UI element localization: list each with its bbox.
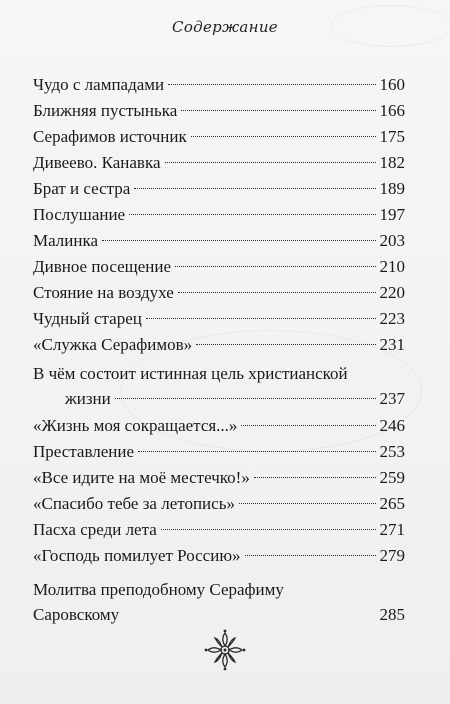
toc-entry-title: Молитва преподобному Серафиму — [33, 580, 284, 599]
toc-entry-title: Серафимов источник — [33, 127, 187, 146]
toc-entry-page: 182 — [379, 153, 405, 172]
toc-entry-title: Чудный старец — [33, 309, 142, 328]
dot-leader — [254, 477, 376, 478]
toc-entry[interactable] — [33, 228, 405, 254]
dot-leader — [165, 162, 376, 163]
toc-entry[interactable] — [33, 150, 405, 176]
toc-entry-page: 223 — [379, 309, 405, 328]
dot-leader — [196, 344, 375, 345]
dot-leader — [138, 451, 375, 452]
toc-entry-title: Ближняя пустынька — [33, 101, 178, 120]
toc-entry-title: Преставление — [33, 442, 135, 461]
toc-entry-title: Пасха среди лета — [33, 520, 157, 539]
toc-entry[interactable] — [33, 124, 405, 150]
toc-entry-prayer[interactable] — [33, 577, 405, 627]
dot-leader — [178, 292, 376, 293]
toc-entry-page: 220 — [379, 283, 405, 302]
toc-entry[interactable] — [33, 413, 405, 439]
dot-leader — [245, 555, 376, 556]
toc-entry[interactable] — [33, 439, 405, 465]
toc-entry[interactable] — [33, 306, 405, 332]
toc-entry-title: «Спасибо тебе за летопись» — [33, 494, 235, 513]
dot-leader — [239, 503, 376, 504]
toc-entry-page: 197 — [379, 205, 405, 224]
toc-entry-page: 279 — [379, 546, 405, 565]
dot-leader — [129, 214, 375, 215]
cross-ornament-icon — [203, 628, 247, 672]
toc-entry[interactable] — [33, 202, 405, 228]
toc-entry-title: «Служка Серафимов» — [33, 335, 193, 354]
toc-entry-page: 160 — [379, 75, 405, 94]
toc-entry-page: 265 — [379, 494, 405, 513]
section-gap — [33, 569, 405, 577]
toc-entry-title-continued: жизни — [65, 389, 111, 408]
toc-entry[interactable] — [33, 176, 405, 202]
toc-entry-page: 210 — [379, 257, 405, 276]
dot-leader — [115, 398, 376, 399]
toc-entry[interactable] — [33, 361, 405, 411]
toc-entry-title: Дивное посещение — [33, 257, 172, 276]
toc-entry-title: «Жизнь моя сокращается...» — [33, 416, 238, 435]
toc-entry-title: В чём состоит истинная цель христианской — [33, 364, 348, 383]
dot-leader — [175, 266, 375, 267]
toc-entry-title: Стояние на воздухе — [33, 283, 174, 302]
toc-entry[interactable] — [33, 465, 405, 491]
toc-entry[interactable] — [33, 254, 405, 280]
toc-entry[interactable] — [33, 332, 405, 358]
dot-leader — [146, 318, 376, 319]
toc-entry-page: 203 — [379, 231, 405, 250]
dot-leader — [102, 240, 375, 241]
toc-entry-title-continued: Саровскому — [33, 605, 120, 624]
toc-entry-page: 259 — [379, 468, 405, 487]
toc-entry[interactable] — [33, 72, 405, 98]
dot-leader — [134, 188, 375, 189]
dot-leader — [181, 110, 375, 111]
toc-entry-title: «Все идите на моё местечко!» — [33, 468, 250, 487]
toc-entry-title: Послушание — [33, 205, 126, 224]
dot-leader — [123, 614, 375, 615]
toc-entry-title: «Господь помилует Россию» — [33, 546, 241, 565]
page-title: Содержание — [172, 18, 278, 36]
dot-leader — [168, 84, 375, 85]
toc-entry-title: Малинка — [33, 231, 99, 250]
toc-entry-page: 237 — [379, 389, 405, 408]
toc-entry[interactable] — [33, 517, 405, 543]
toc-entry-page: 231 — [379, 335, 405, 354]
toc-entry-title: Дивеево. Канавка — [33, 153, 161, 172]
toc-entry[interactable] — [33, 280, 405, 306]
table-of-contents — [33, 72, 405, 627]
dot-leader — [161, 529, 376, 530]
dot-leader — [191, 136, 376, 137]
toc-entry-title: Брат и сестра — [33, 179, 131, 198]
toc-entry-page: 189 — [379, 179, 405, 198]
toc-entry-title: Чудо с лампадами — [33, 75, 165, 94]
toc-entry-page: 246 — [379, 416, 405, 435]
toc-entry[interactable] — [33, 491, 405, 517]
toc-entry-page: 166 — [379, 101, 405, 120]
dot-leader — [241, 425, 375, 426]
toc-entry-page: 175 — [379, 127, 405, 146]
toc-entry-page: 285 — [379, 605, 405, 624]
toc-entry-page: 271 — [379, 520, 405, 539]
toc-entry[interactable] — [33, 98, 405, 124]
toc-entry[interactable] — [33, 543, 405, 569]
toc-entry-page: 253 — [379, 442, 405, 461]
